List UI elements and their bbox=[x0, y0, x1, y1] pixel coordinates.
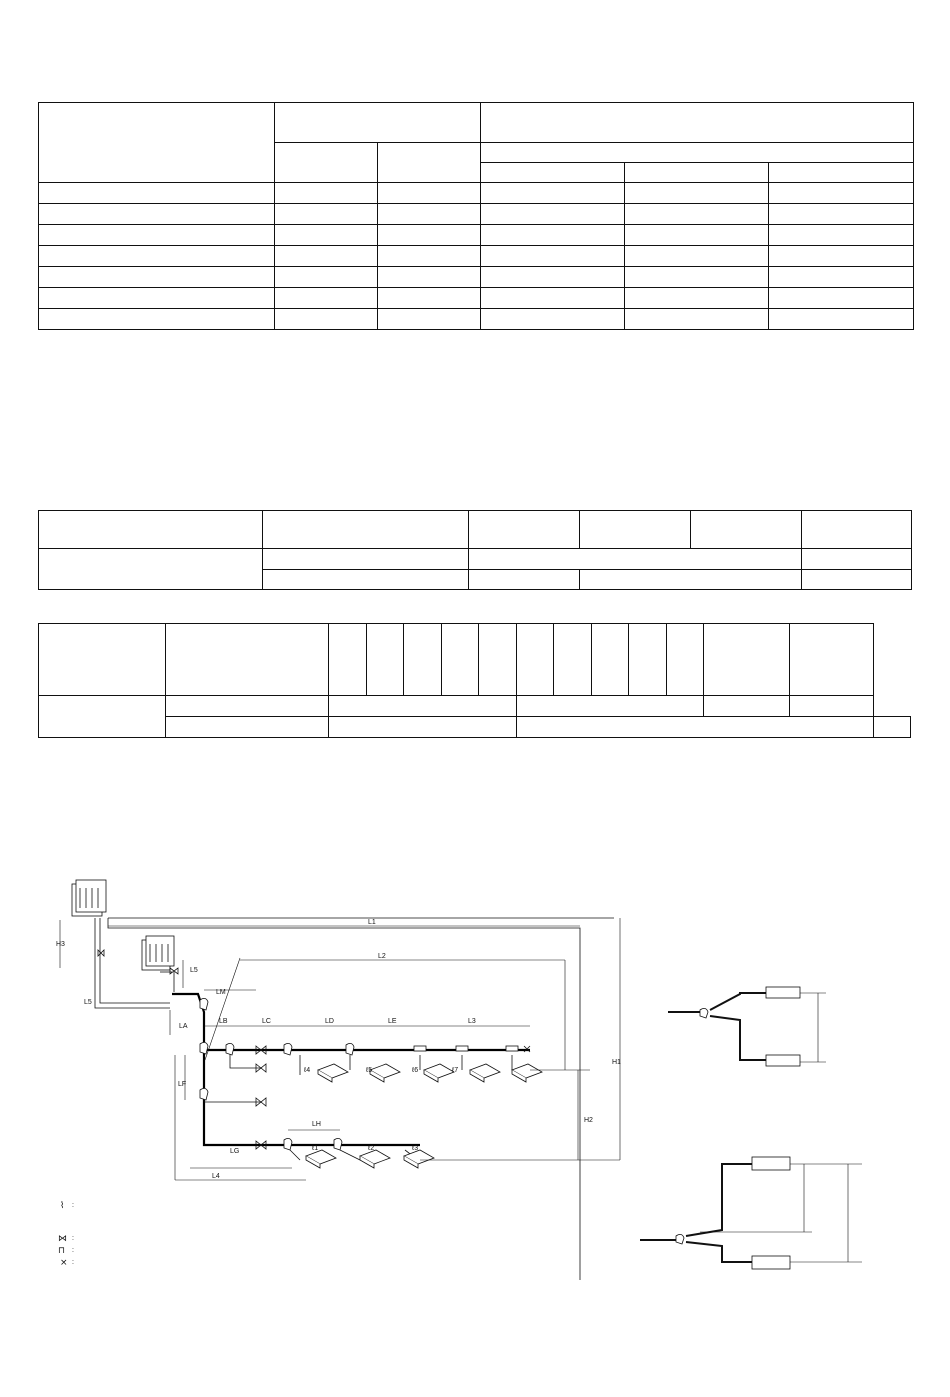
label-LC: LC bbox=[262, 1018, 271, 1025]
label-H3: H3 bbox=[56, 941, 65, 948]
label-u6: ℓ6 bbox=[412, 1067, 419, 1074]
branch-schematic-2 bbox=[640, 1157, 862, 1269]
outdoor-unit-2 bbox=[142, 936, 174, 970]
table-row bbox=[39, 549, 912, 570]
table-row bbox=[39, 288, 914, 309]
label-H2: H2 bbox=[584, 1117, 593, 1124]
table-1-header-cell bbox=[481, 163, 625, 183]
table-1-header-cell bbox=[275, 103, 481, 143]
table-1-header-cell bbox=[625, 163, 769, 183]
label-L5-top: L5 bbox=[190, 967, 198, 974]
table-row bbox=[39, 624, 911, 696]
table-1 bbox=[38, 102, 914, 330]
label-LH: LH bbox=[312, 1121, 321, 1128]
label-LF: LF bbox=[178, 1081, 187, 1088]
table-2 bbox=[38, 510, 912, 590]
label-L3: L3 bbox=[468, 1018, 476, 1025]
header-legend-text: : bbox=[72, 1247, 74, 1254]
outdoor-unit-1 bbox=[72, 880, 106, 916]
label-LD: LD bbox=[325, 1018, 334, 1025]
table-row bbox=[39, 267, 914, 288]
label-u3: ℓ3 bbox=[412, 1145, 419, 1152]
table-1-header-cell bbox=[481, 143, 914, 163]
label-LE: LE bbox=[388, 1018, 397, 1025]
label-LA: LA bbox=[179, 1023, 188, 1030]
label-LM: LM bbox=[216, 989, 226, 996]
label-L1: L1 bbox=[368, 919, 376, 926]
label-u7: ℓ7 bbox=[452, 1067, 459, 1074]
label-u5: ℓ5 bbox=[366, 1067, 373, 1074]
table-1-header-cell bbox=[39, 103, 275, 183]
table-row bbox=[39, 246, 914, 267]
table-1-header-cell bbox=[378, 143, 481, 183]
label-u1: ℓ1 bbox=[312, 1145, 319, 1152]
table-row bbox=[39, 511, 912, 549]
label-L2: L2 bbox=[378, 953, 386, 960]
table-1-header-cell bbox=[275, 143, 378, 183]
joint-legend-icon: ⌇ bbox=[60, 1201, 65, 1211]
label-H1: H1 bbox=[612, 1059, 621, 1066]
header-legend-icon: ⊓ bbox=[58, 1246, 66, 1256]
legend bbox=[58, 1200, 74, 1268]
indoor-unit bbox=[306, 1064, 542, 1168]
label-u4: ℓ4 bbox=[304, 1067, 311, 1074]
label-LG: LG bbox=[230, 1148, 240, 1155]
piping-diagram bbox=[0, 860, 950, 1280]
cap-legend-text: : bbox=[72, 1259, 74, 1266]
valve-legend-icon: ⋈ bbox=[58, 1234, 67, 1244]
label-L4: L4 bbox=[212, 1173, 220, 1180]
table-row bbox=[39, 696, 911, 717]
label-u2: ℓ2 bbox=[368, 1145, 375, 1152]
table-1-header-cell bbox=[769, 163, 914, 183]
branch-schematic-1 bbox=[668, 987, 826, 1066]
table-row bbox=[39, 717, 911, 738]
table-row bbox=[39, 183, 914, 204]
table-row bbox=[39, 204, 914, 225]
cap-legend-icon: × bbox=[60, 1258, 68, 1268]
table-row bbox=[39, 309, 914, 330]
label-LB: LB bbox=[219, 1018, 228, 1025]
joint-legend-text: : bbox=[72, 1202, 74, 1209]
table-3 bbox=[38, 623, 911, 738]
label-L5-left: L5 bbox=[84, 999, 92, 1006]
table-1-header-cell bbox=[481, 103, 914, 143]
valve-legend-text: : bbox=[72, 1235, 74, 1242]
table-row bbox=[39, 225, 914, 246]
